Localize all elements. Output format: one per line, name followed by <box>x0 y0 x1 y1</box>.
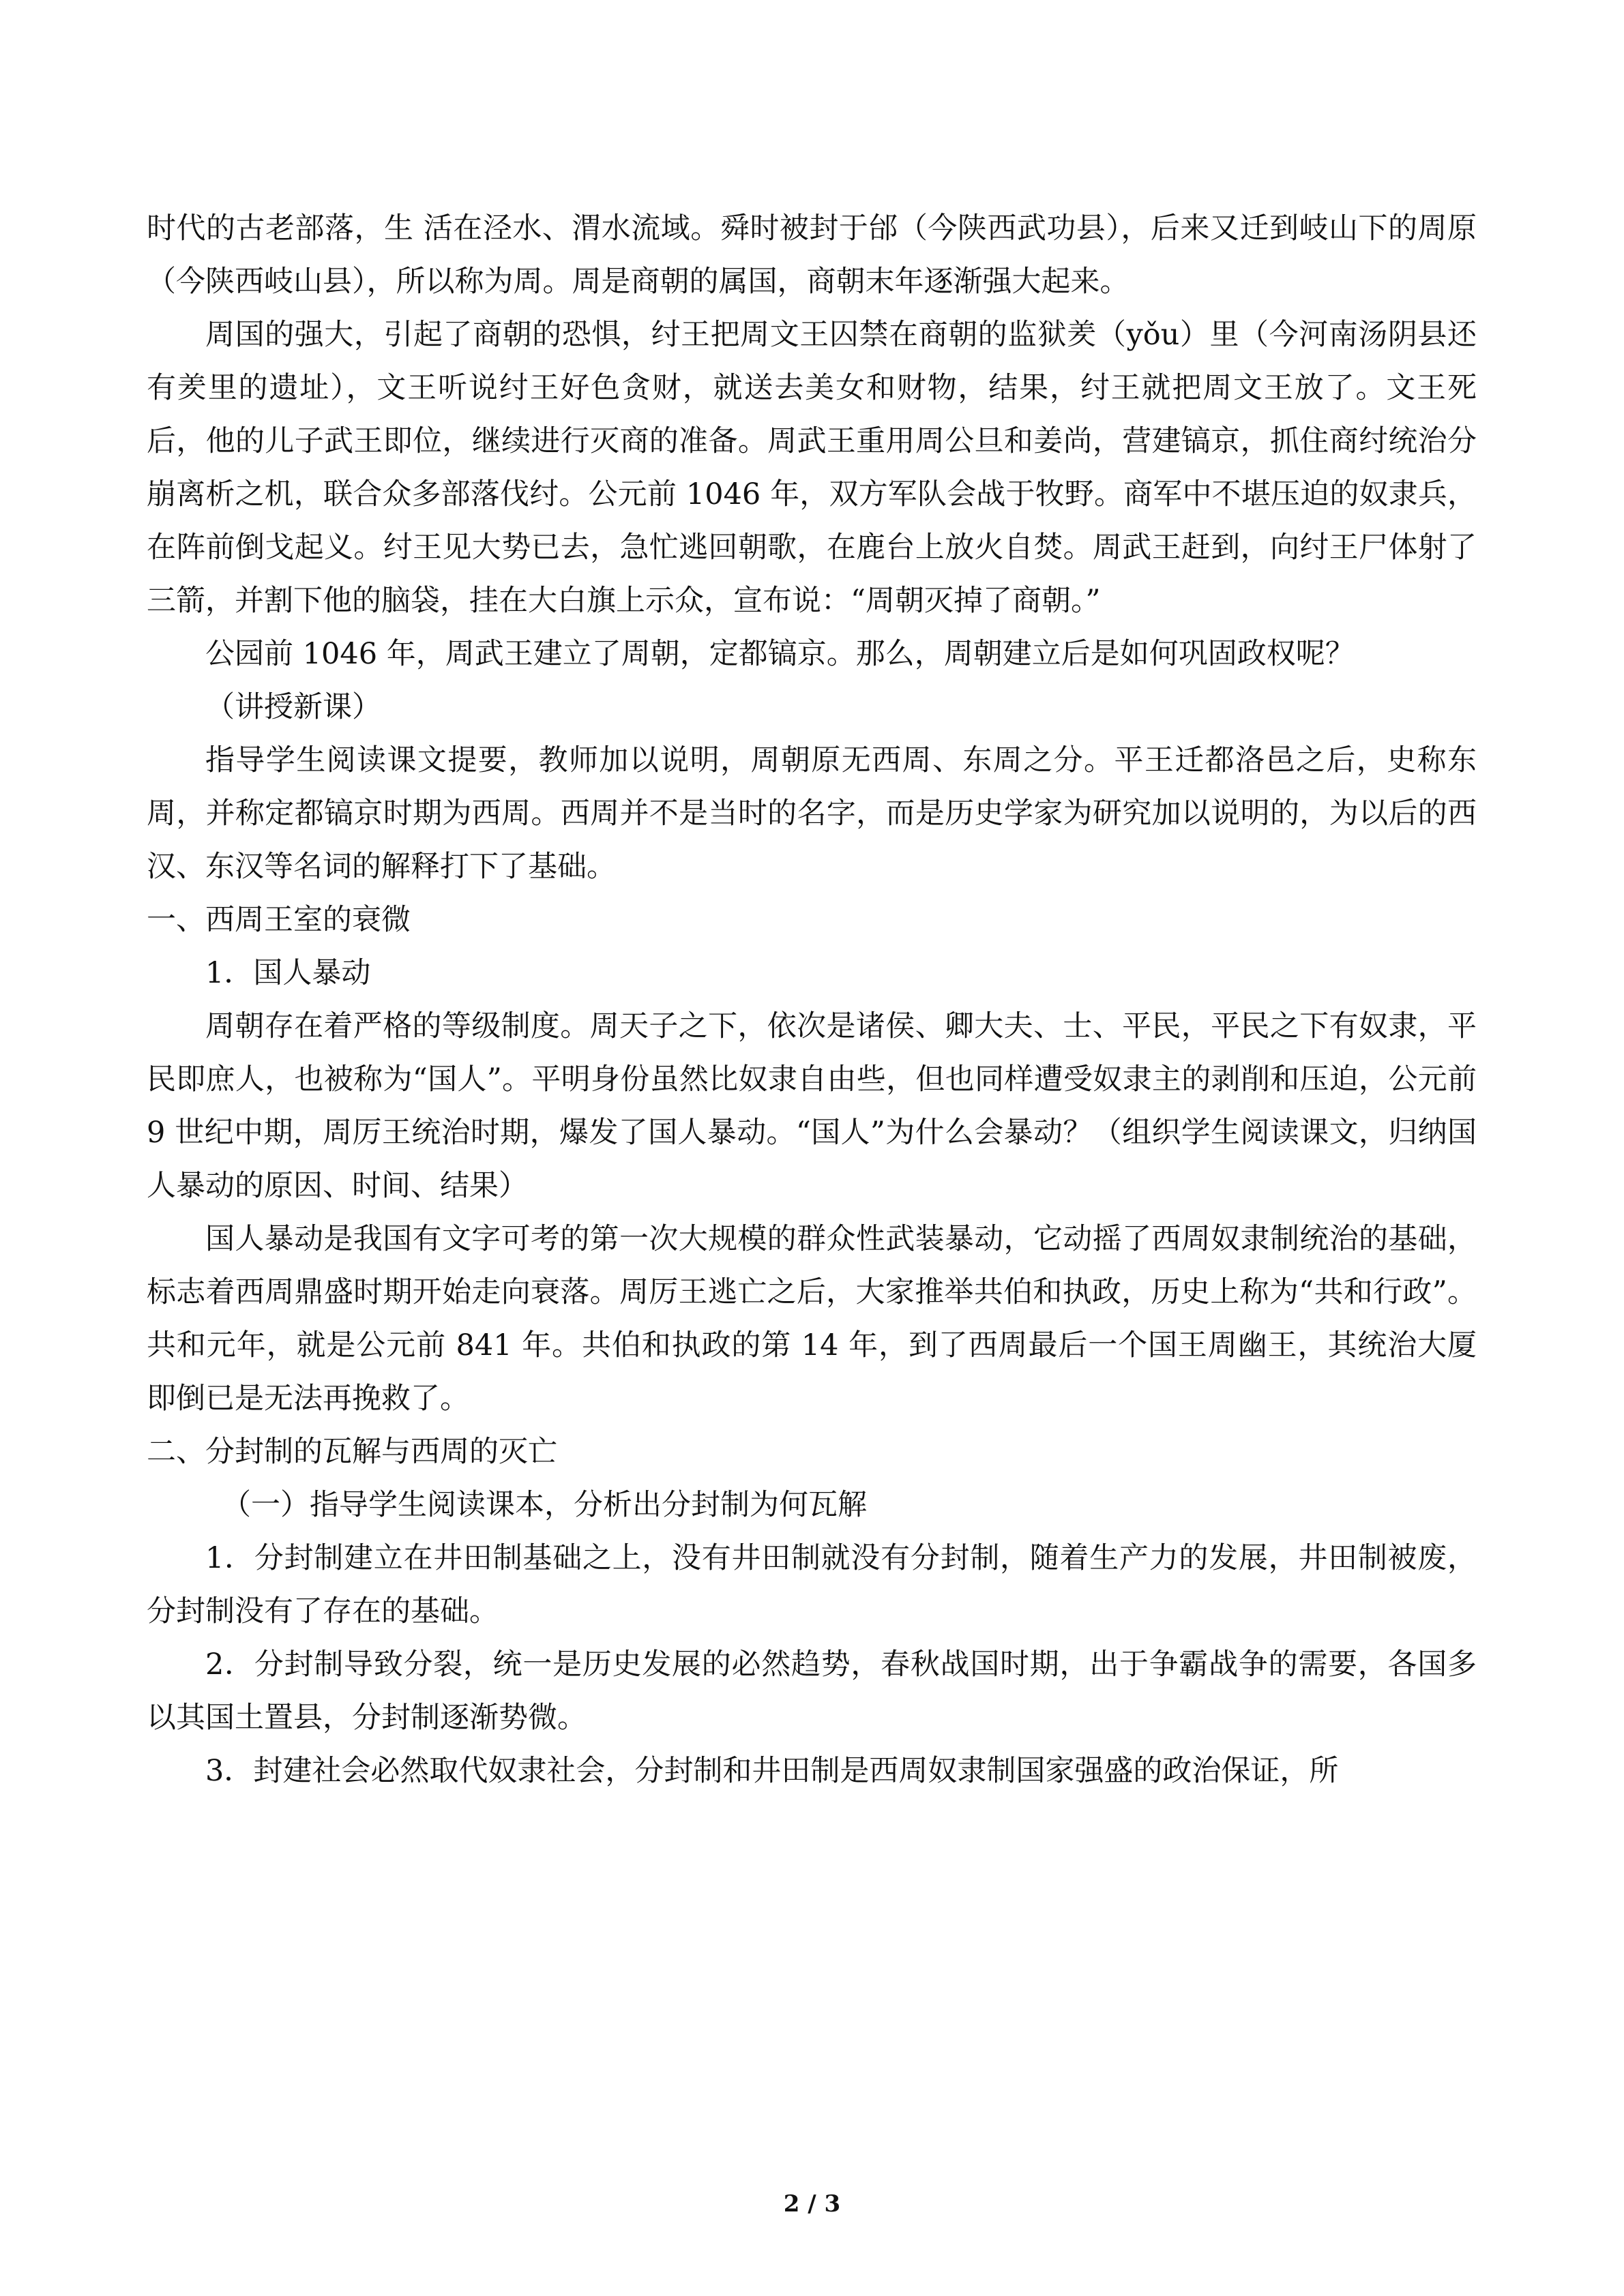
subsection-heading-feudal: （一）指导学生阅读课本，分析出分封制为何瓦解 <box>222 1488 867 1522</box>
paragraph-zhou-founding: 公园前 1046 年，周武王建立了周朝，定都镐京。那么，周朝建立后是如何巩固政权呢？ <box>205 637 1355 671</box>
document-body <box>147 202 1477 1798</box>
paragraph-hierarchy: 周朝存在着严格的等级制度。周天子之下，依次是诸侯、卿大夫、士、平民，平民之下有奴隶，平民即庶人，也被称为“国人”。平明身份虽然比奴隶自由些，但也同样遭受奴隶主的剥削和压迫，公元前 9 世纪中期，周厉王统治时期，爆发了国人暴动。“国人”为什么会暴动？（组织学生阅读课文，归纳国人暴动的原因、时间、结果） <box>147 1009 1477 1203</box>
paragraph-new-lesson-label: （讲授新课） <box>205 690 381 724</box>
section-heading-2: 二、分封制的瓦解与西周的灭亡 <box>147 1435 557 1469</box>
list-item-1: 1．分封制建立在井田制基础之上，没有井田制就没有分封制，随着生产力的发展，井田制被废，分封制没有了存在的基础。 <box>147 1541 1477 1628</box>
section-heading-1: 一、西周王室的衰微 <box>147 903 411 937</box>
paragraph-guoren-uprising: 国人暴动是我国有文字可考的第一次大规模的群众性武装暴动，它动摇了西周奴隶制统治的基础，标志着西周鼎盛时期开始走向衰落。周厉王逃亡之后，大家推举共伯和执政，历史上称为“共和行政”。共和元年，就是公元前 841 年。共伯和执政的第 14 年，到了西周最后一个国王周幽王，其统治大厦即倒已是无法再挽救了。 <box>147 1222 1477 1416</box>
list-item-3: 3．封建社会必然取代奴隶社会，分封制和井田制是西周奴隶制国家强盛的政治保证，所 <box>205 1754 1339 1788</box>
subsection-heading-guoren: 1．国人暴动 <box>205 956 371 990</box>
list-item-2: 2．分封制导致分裂，统一是历史发展的必然趋势，春秋战国时期，出于争霸战争的需要，各国多以其国土置县，分封制逐渐势微。 <box>147 1648 1477 1735</box>
page-number: 2 / 3 <box>783 2190 841 2218</box>
paragraph-continuation: 时代的古老部落，生 活在泾水、渭水流域。舜时被封于邰（今陕西武功县），后来又迁到岐山下的周原（今陕西岐山县），所以称为周。周是商朝的属国，商朝末年逐渐强大起来。 <box>147 211 1477 299</box>
paragraph-king-wen: 周国的强大，引起了商朝的恐惧，纣王把周文王囚禁在商朝的监狱羑（yǒu）里（今河南汤阴县还有羑里的遗址），文王听说纣王好色贪财，就送去美女和财物，结果，纣王就把周文王放了。文王死后，他的儿子武王即位，继续进行灭商的准备。周武王重用周公旦和姜尚，营建镐京，抓住商纣统治分崩离析之机，联合众多部落伐纣。公元前 1046 年，双方军队会战于牧野。商军中不堪压迫的奴隶兵，在阵前倒戈起义。纣王见大势已去，急忙逃回朝歌，在鹿台上放火自焚。周武王赶到，向纣王尸体射了三箭，并割下他的脑袋，挂在大白旗上示众，宣布说：“周朝灭掉了商朝。” <box>147 318 1477 618</box>
paragraph-guidance: 指导学生阅读课文提要，教师加以说明，周朝原无西周、东周之分。平王迁都洛邑之后，史称东周，并称定都镐京时期为西周。西周并不是当时的名字，而是历史学家为研究加以说明的，为以后的西汉、东汉等名词的解释打下了基础。 <box>147 743 1477 884</box>
